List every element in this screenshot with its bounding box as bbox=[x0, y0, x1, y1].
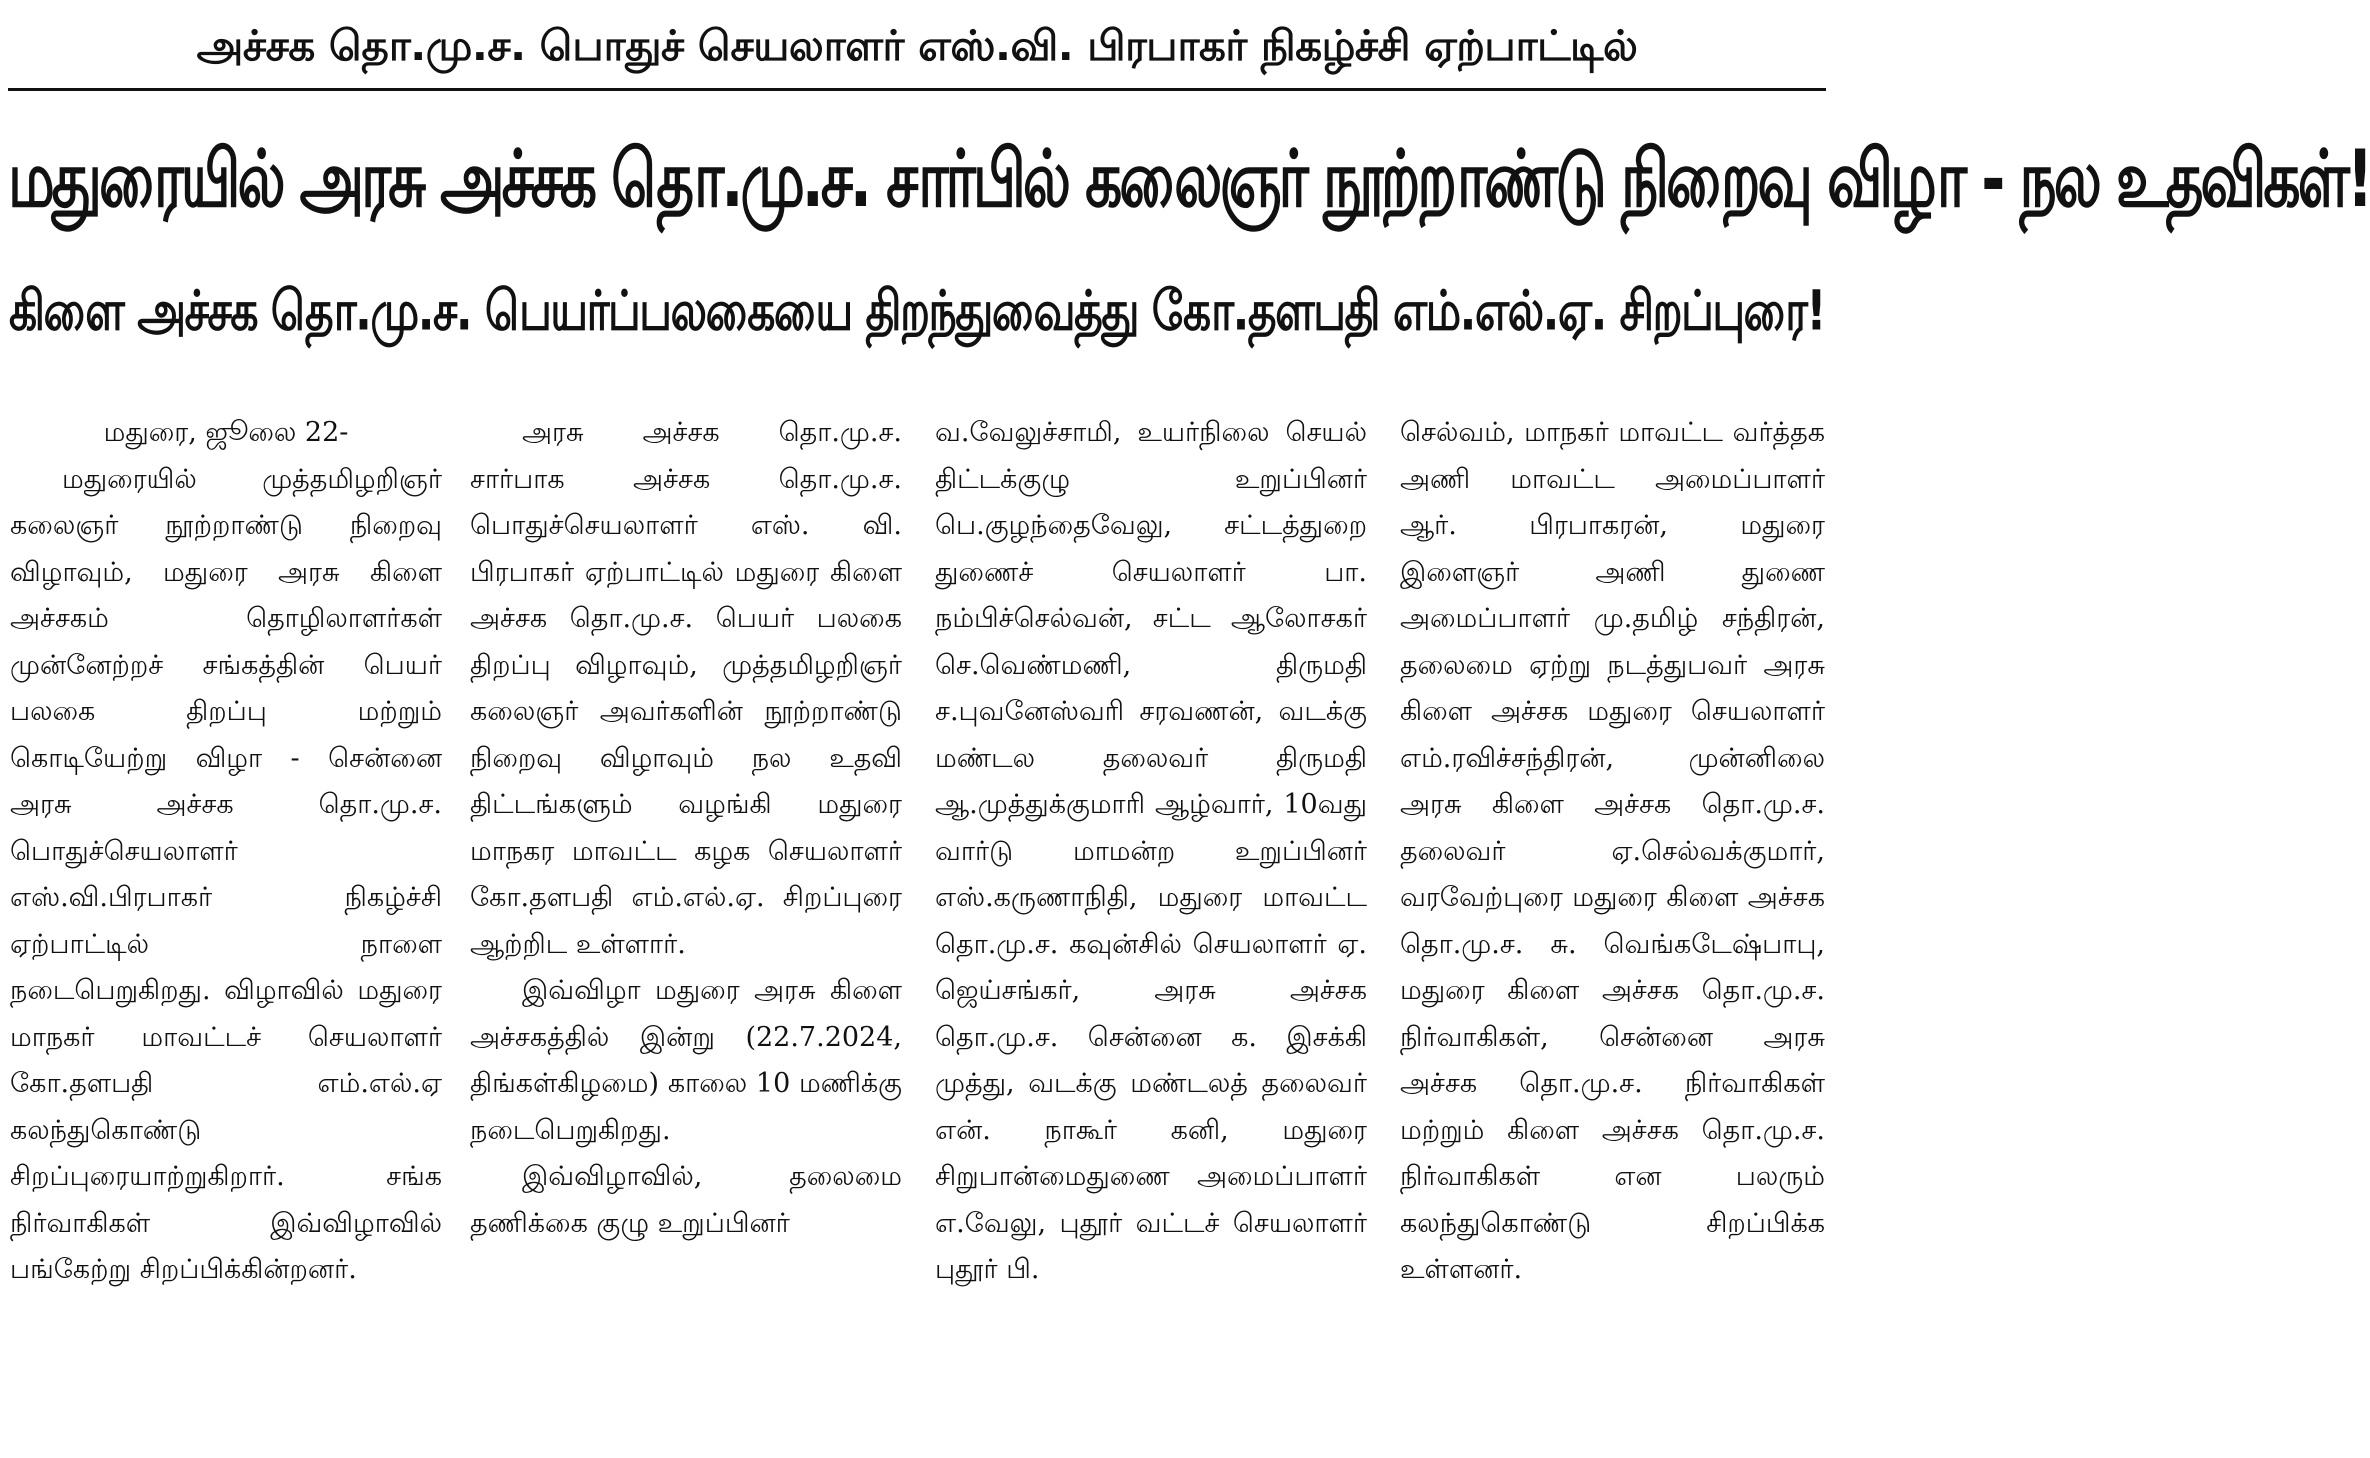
article-column-2 bbox=[470, 410, 902, 1450]
body-paragraph: இவ்விழா மதுரை அரசு கிளை அச்சகத்தில் இன்று (22.7.2024, திங்கள்கிழமை) காலை 10 மணிக்கு நடைபெறுகிறது. bbox=[470, 975, 902, 1146]
main-headline: மதுரையில் அரசு அச்சக தொ.மு.ச. சார்பில் கலைஞர் நூற்றாண்டு நிறைவு விழா - நல உதவிகள்! bbox=[8, 133, 2370, 225]
sub-headline: கிளை அச்சக தொ.மு.ச. பெயர்ப்பலகையை திறந்துவைத்து கோ.தளபதி எம்.எல்.ஏ. சிறப்புரை! bbox=[8, 279, 1825, 344]
article-column-3 bbox=[935, 410, 1367, 1450]
body-paragraph: இவ்விழாவில், தலைமை தணிக்கை குழு உறுப்பினர் bbox=[470, 1161, 902, 1239]
body-paragraph: அரசு அச்சக தொ.மு.ச. சார்பாக அச்சக தொ.மு.ச. பொதுச்செயலாளர் எஸ். வி. பிரபாகர் ஏற்பாட்டில் மதுரை கிளை அச்சக தொ.மு.ச. பெயர் பலகை திறப்பு விழாவும், முத்தமிழறிஞர் கலைஞர் அவர்களின் நூற்றாண்டு நிறைவு விழாவும் நல உதவி திட்டங்களும் வழங்கி மதுரை மாநகர மாவட்ட கழக செயலாளர் கோ.தளபதி எம்.எல்.ஏ. சிறப்புரை ஆற்றிட உள்ளார். bbox=[470, 417, 902, 960]
body-paragraph: மதுரையில் முத்தமிழறிஞர் கலைஞர் நூற்றாண்டு நிறைவு விழாவும், மதுரை அரசு கிளை அச்சகம் தொழிலாளர்கள் முன்னேற்றச் சங்கத்தின் பெயர் பலகை திறப்பு மற்றும் கொடியேற்று விழா - சென்னை அரசு அச்சக தொ.மு.ச. பொதுச்செயலாளர் எஸ்.வி.பிரபாகர் நிகழ்ச்சி ஏற்பாட்டில் நாளை நடைபெறுகிறது. விழாவில் மதுரை மாநகர் மாவட்டச் செயலாளர் கோ.தளபதி எம்.எல்.ஏ கலந்துகொண்டு சிறப்புரையாற்றுகிறார். சங்க நிர்வாகிகள் இவ்விழாவில் பங்கேற்று சிறப்பிக்கின்றனர். bbox=[10, 463, 442, 1285]
kicker-headline: அச்சக தொ.மு.ச. பொதுச் செயலாளர் எஸ்.வி. பிரபாகர் நிகழ்ச்சி ஏற்பாட்டில் bbox=[196, 21, 1638, 70]
article-body bbox=[0, 410, 1834, 1450]
headline-divider bbox=[8, 88, 1826, 91]
dateline: மதுரை, ஜூலை 22- bbox=[103, 417, 349, 448]
article-column-1 bbox=[10, 410, 442, 1450]
article-column-4 bbox=[1400, 410, 1825, 1450]
body-paragraph: செல்வம், மாநகர் மாவட்ட வர்த்தக அணி மாவட்ட அமைப்பாளர் ஆர். பிரபாகரன், மதுரை இளைஞர் அணி துணை அமைப்பாளர் மு.தமிழ் சந்திரன், தலைமை ஏற்று நடத்துபவர் அரசு கிளை அச்சக மதுரை செயலாளர் எம்.ரவிச்சந்திரன், முன்னிலை அரசு கிளை அச்சக தொ.மு.ச. தலைவர் ஏ.செல்வக்குமார், வரவேற்புரை மதுரை கிளை அச்சக தொ.மு.ச. சு. வெங்கடேஷ்பாபு, மதுரை கிளை அச்சக தொ.மு.ச. நிர்வாகிகள், சென்னை அரசு அச்சக தொ.மு.ச. நிர்வாகிகள் மற்றும் கிளை அச்சக தொ.மு.ச. நிர்வாகிகள் என பலரும் கலந்துகொண்டு சிறப்பிக்க உள்ளனர். bbox=[1400, 417, 1825, 1285]
body-paragraph: வ.வேலுச்சாமி, உயர்நிலை செயல் திட்டக்குழு உறுப்பினர் பெ.குழந்தைவேலு, சட்டத்துறை துணைச் செயலாளர் பா. நம்பிச்செல்வன், சட்ட ஆலோசகர் செ.வெண்மணி, திருமதி ச.புவனேஸ்வரி சரவணன், வடக்கு மண்டல தலைவர் திருமதி ஆ.முத்துக்குமாரி ஆழ்வார், 10வது வார்டு மாமன்ற உறுப்பினர் எஸ்.கருணாநிதி, மதுரை மாவட்ட தொ.மு.ச. கவுன்சில் செயலாளர் ஏ. ஜெய்சங்கர், அரசு அச்சக தொ.மு.ச. சென்னை க. இசக்கி முத்து, வடக்கு மண்டலத் தலைவர் என். நாகூர் கனி, மதுரை சிறுபான்மைதுணை அமைப்பாளர் எ.வேலு, புதூர் வட்டச் செயலாளர் புதூர் பி. bbox=[935, 417, 1367, 1285]
